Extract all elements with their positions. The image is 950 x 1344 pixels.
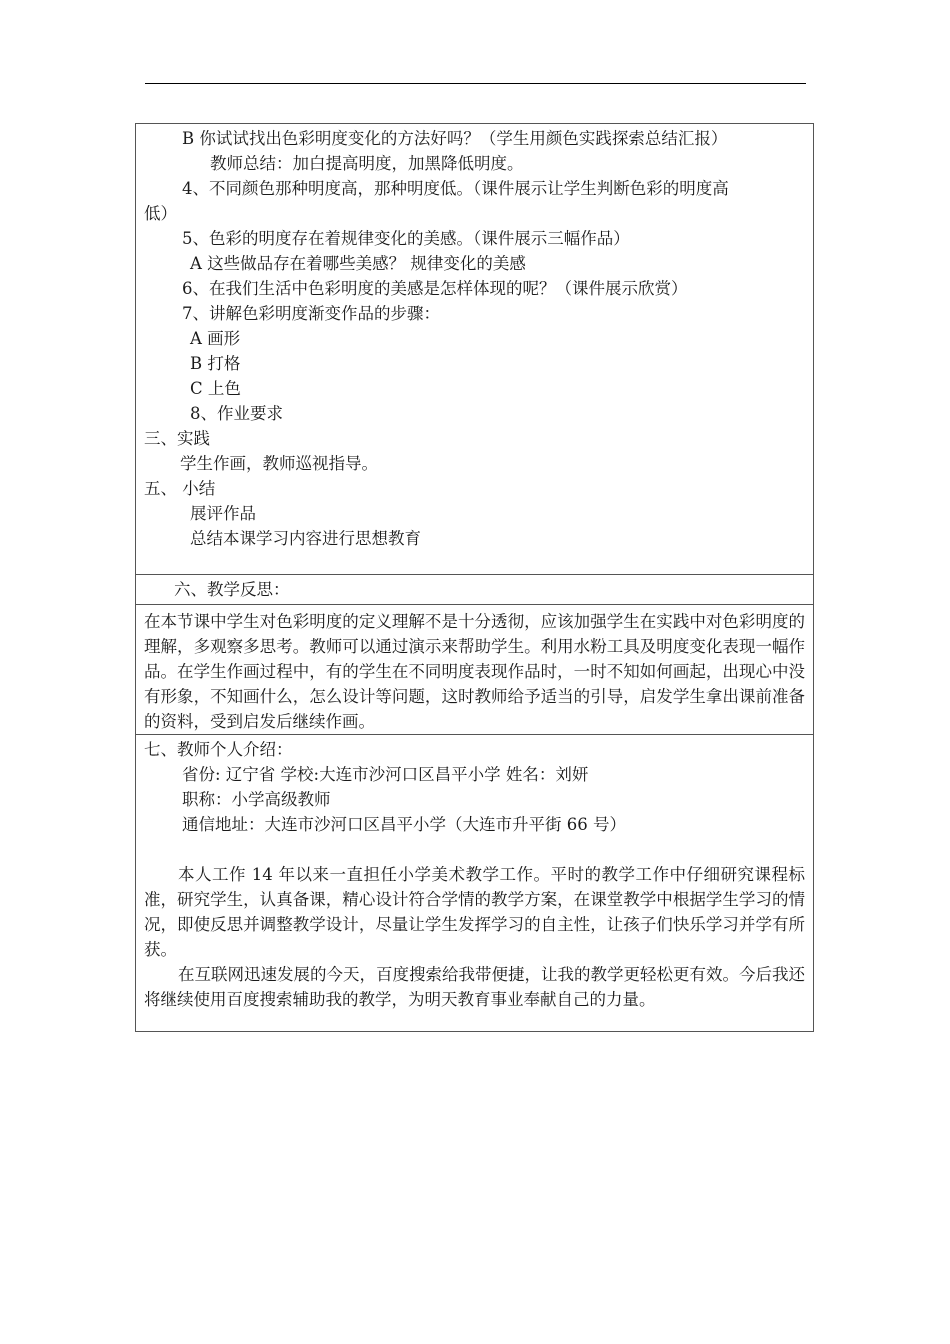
text-line: 7、讲解色彩明度渐变作品的步骤：: [182, 304, 440, 323]
reflection-paragraph: 在本节课中学生对色彩明度的定义理解不是十分透彻，应该加强学生在实践中对色彩明度的理解，多观察多思考。教师可以通过演示来帮助学生。利用水粉工具及明度变化表现一幅作品。在学生作画过程中，有的学生在不同明度表现作品时，一时不知如何画起，出现心中没有形象，不知画什么，怎么设计等问题，这时教师给予适当的引导，启发学生拿出课前准备的资料，受到启发后继续作画。: [144, 612, 805, 731]
text-line: 8、作业要求: [190, 404, 283, 423]
text-line: 展评作品: [190, 504, 256, 523]
text-line: B 打格: [190, 354, 241, 373]
text-line: 教师总结：加白提高明度，加黑降低明度。: [210, 154, 524, 173]
text-line: B 你试试找出色彩明度变化的方法好吗？（学生用颜色实践探索总结汇报）: [182, 129, 728, 148]
text-line: A 画形: [190, 329, 241, 348]
teacher-bio-paragraph: 本人工作 14 年以来一直担任小学美术教学工作。平时的教学工作中仔细研究课程标准，研究学生，认真备课，精心设计符合学情的教学方案，在课堂教学中根据学生学习的情况，即使反思并调整教学设计，尽量让学生发挥学习的自主性，让孩子们快乐学习并学有所获。: [144, 865, 805, 959]
text-line: C 上色: [190, 379, 241, 398]
teacher-title-line: 职称：小学高级教师: [182, 790, 331, 809]
text-line: 低）: [144, 204, 177, 223]
text-line: 6、在我们生活中色彩明度的美感是怎样体现的呢？（课件展示欣赏）: [182, 279, 688, 298]
reflection-body-cell: [136, 604, 813, 734]
reflection-heading: 六、教学反思：: [174, 580, 290, 599]
teacher-address-line: 通信地址：大连市沙河口区昌平小学（大连市升平街 66 号）: [182, 815, 626, 834]
teacher-info-line: 省份: 辽宁省 学校:大连市沙河口区昌平小学 姓名：刘妍: [182, 765, 589, 784]
reflection-heading-cell: [136, 574, 813, 604]
text-line: 4、不同颜色那种明度高，那种明度低。（课件展示让学生判断色彩的明度高: [182, 179, 729, 198]
teacher-intro-heading: 七、教师个人介绍：: [144, 740, 293, 759]
teacher-intro-cell: [136, 734, 813, 1031]
header-rule: [145, 83, 806, 84]
spacer: [144, 837, 805, 862]
text-line: 学生作画，教师巡视指导。: [180, 454, 378, 473]
teacher-bio-paragraph-2: 在互联网迅速发展的今天，百度搜索给我带便捷，让我的教学更轻松更有效。今后我还将继续使用百度搜索辅助我的教学，为明天教育事业奉献自己的力量。: [144, 965, 805, 1009]
teaching-process-cell: [136, 124, 813, 574]
section-heading: 五、 小结: [144, 479, 216, 498]
text-line: 总结本课学习内容进行思想教育: [190, 529, 421, 548]
lesson-plan-table: [135, 123, 814, 1032]
text-line: A 这些做品存在着哪些美感？ 规律变化的美感: [190, 254, 526, 273]
section-heading: 三、实践: [144, 429, 210, 448]
text-line: 5、色彩的明度存在着规律变化的美感。（课件展示三幅作品）: [182, 229, 630, 248]
